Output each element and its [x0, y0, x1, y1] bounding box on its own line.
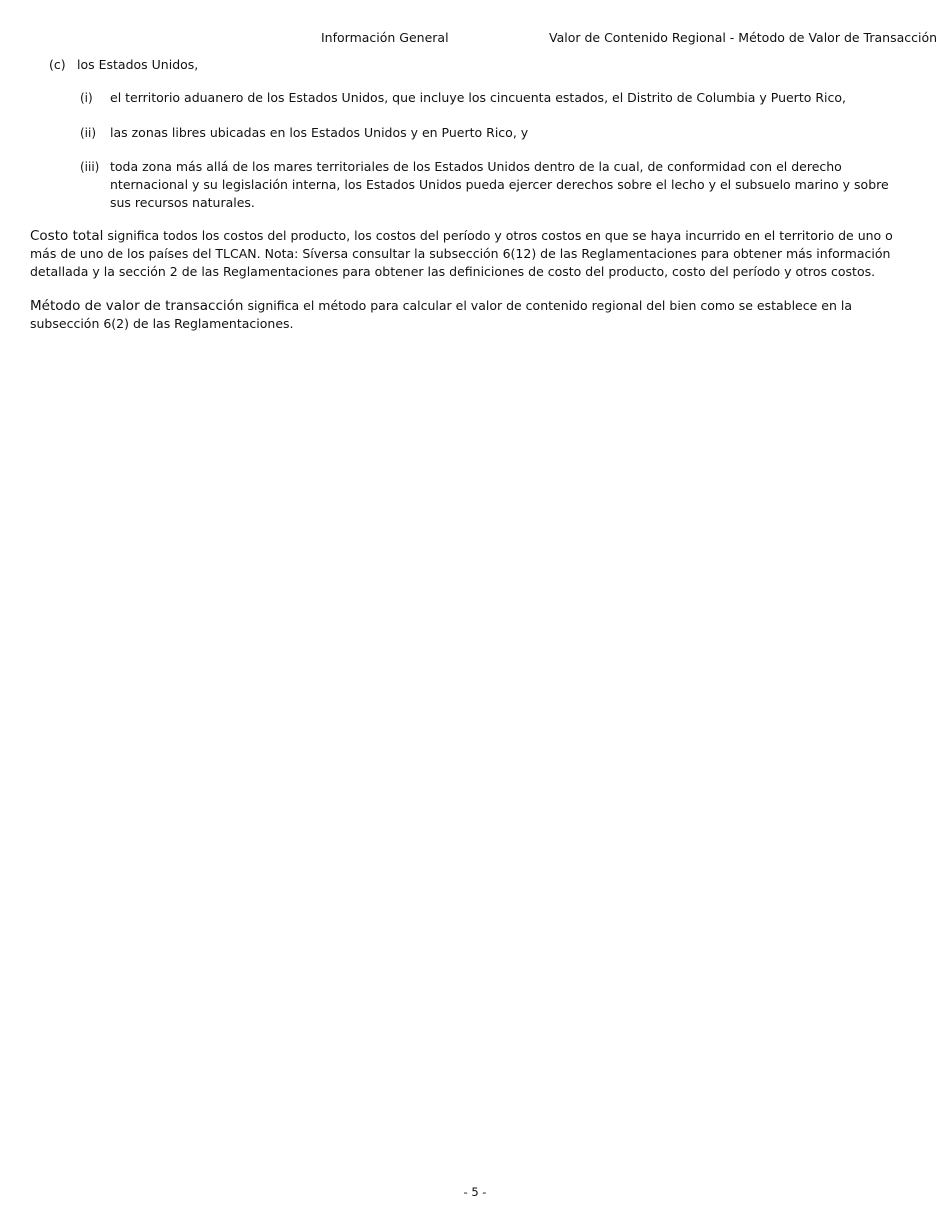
list-marker: (c): [49, 57, 66, 72]
sub-item-i: [80, 89, 910, 107]
sub-item-text: el territorio aduanero de los Estados Unidos, que incluye los cincuenta estados, el Distrito de Columbia y Puerto Rico,: [110, 90, 846, 105]
definition-metodo-valor-transaccion: [30, 297, 915, 333]
page-number: - 5 -: [463, 1185, 487, 1199]
sub-item-marker: (ii): [80, 126, 97, 140]
definition-term: Costo total: [30, 228, 104, 244]
header-document-title: Valor de Contenido Regional - Método de Valor de Transacción: [549, 30, 938, 45]
list-item-text: los Estados Unidos,: [77, 57, 199, 72]
definition-costo-total: [30, 227, 915, 281]
sub-item-text: las zonas libres ubicadas en los Estados Unidos y en Puerto Rico, y: [110, 125, 529, 140]
sub-item-iii: [80, 158, 910, 212]
sub-item-ii: [80, 124, 910, 142]
definition-term: Método de valor de transacción: [30, 298, 244, 314]
sub-item-marker: (i): [80, 91, 93, 105]
definition-text: significa todos los costos del producto, los costos del período y otros costos en que se haya incurrido en el territorio de uno o más de uno de los países del TLCAN. Nota: Síversa consultar la subsección 6(12) de las Reglamentaciones para obtener más información detallada y la sección 2 de las Reglamentaciones para obtener las definiciones de costo del producto, costo del período y otros costos.: [30, 228, 893, 279]
sub-item-text: toda zona más allá de los mares territoriales de los Estados Unidos dentro de la cual, de conformidad con el derecho nternacional y su legislación interna, los Estados Unidos pueda ejercer derechos sobre el lecho y el subsuelo marino y sobre sus recursos naturales.: [110, 159, 889, 210]
list-item-c: [49, 56, 198, 74]
header-section-title: Información General: [321, 30, 449, 45]
sub-item-marker: (iii): [80, 160, 100, 174]
definition-text: significa el método para calcular el valor de contenido regional del bien como se establece en la subsección 6(2) de las Reglamentaciones.: [30, 298, 852, 331]
